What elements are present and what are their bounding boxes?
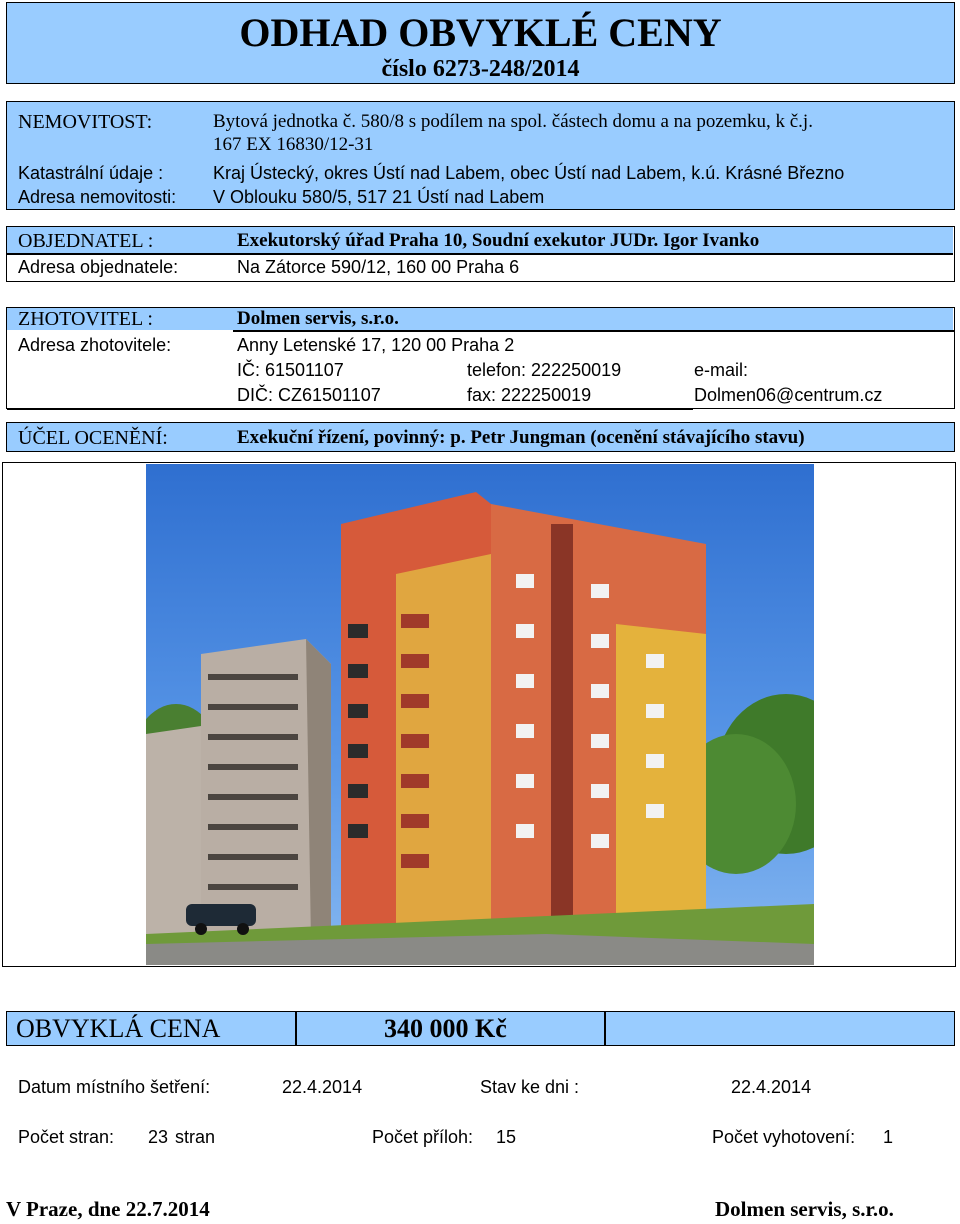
inspection-date-label: Datum místního šetření: (18, 1077, 211, 1097)
contractor-label: ZHOTOVITEL : (18, 308, 153, 330)
price-label: OBVYKLÁ CENA (16, 1014, 221, 1043)
cadastral-label: Katastrální údaje : (18, 163, 164, 183)
title-box (6, 2, 955, 84)
state-date-label: Stav ke dni : (480, 1077, 580, 1097)
contractor-divider (233, 330, 954, 332)
contractor-fax: fax: 222250019 (467, 385, 592, 405)
attachments-count-value: 15 (496, 1127, 517, 1147)
contractor-ic: IČ: 61501107 (237, 360, 344, 380)
contractor-value: Dolmen servis, s.r.o. (237, 308, 399, 329)
contractor-email[interactable]: Dolmen06@centrum.cz (694, 385, 883, 405)
footer-company: Dolmen servis, s.r.o. (715, 1197, 894, 1221)
building-photo (146, 464, 814, 965)
client-address-value: Na Zátorce 590/12, 160 00 Praha 6 (237, 257, 520, 277)
purpose-label: ÚČEL OCENĚNÍ: (18, 427, 168, 449)
copies-count-value: 1 (883, 1127, 894, 1147)
client-address-label: Adresa objednatele: (18, 257, 179, 277)
building-illustration (146, 464, 814, 965)
property-address-value: V Oblouku 580/5, 517 21 Ústí nad Labem (213, 187, 545, 207)
inspection-date-value: 22.4.2014 (282, 1077, 363, 1097)
attachments-count-label: Počet příloh: (372, 1127, 474, 1147)
price-divider-2 (604, 1012, 606, 1045)
contractor-phone: telefon: 222250019 (467, 360, 622, 380)
purpose-value: Exekuční řízení, povinný: p. Petr Jungman (ocenění stávajícího stavu) (237, 427, 805, 448)
document-number: číslo 6273-248/2014 (381, 56, 580, 82)
price-divider-1 (295, 1012, 297, 1045)
cadastral-value: Kraj Ústecký, okres Ústí nad Labem, obec Ústí nad Labem, k.ú. Krásné Březno (213, 163, 845, 183)
property-label: NEMOVITOST: (18, 111, 153, 133)
client-label: OBJEDNATEL : (18, 230, 154, 252)
copies-count-label: Počet vyhotovení: (712, 1127, 856, 1147)
property-value-line1: Bytová jednotka č. 580/8 s podílem na spol. částech domu a na pozemku, k č.j. (213, 111, 813, 132)
pages-count-number: 23 (148, 1127, 169, 1147)
contractor-email-label: e-mail: (694, 360, 749, 380)
contractor-address-value: Anny Letenské 17, 120 00 Praha 2 (237, 335, 515, 355)
client-divider (7, 253, 953, 255)
contractor-address-label: Adresa zhotovitele: (18, 335, 172, 355)
state-date-value: 22.4.2014 (731, 1077, 812, 1097)
property-value-line2: 167 EX 16830/12-31 (213, 134, 374, 155)
pages-count-label: Počet stran: (18, 1127, 115, 1147)
footer-place-date: V Praze, dne 22.7.2014 (6, 1197, 210, 1221)
pages-count-unit: stran (175, 1127, 216, 1147)
contractor-bottom-line (7, 408, 693, 410)
price-value: 340 000 Kč (384, 1014, 507, 1043)
document-title: ODHAD OBVYKLÉ CENY (239, 10, 722, 55)
contractor-dic: DIČ: CZ61501107 (237, 385, 381, 405)
client-value: Exekutorský úřad Praha 10, Soudní exekutor JUDr. Igor Ivanko (237, 230, 760, 251)
property-address-label: Adresa nemovitosti: (18, 187, 177, 207)
